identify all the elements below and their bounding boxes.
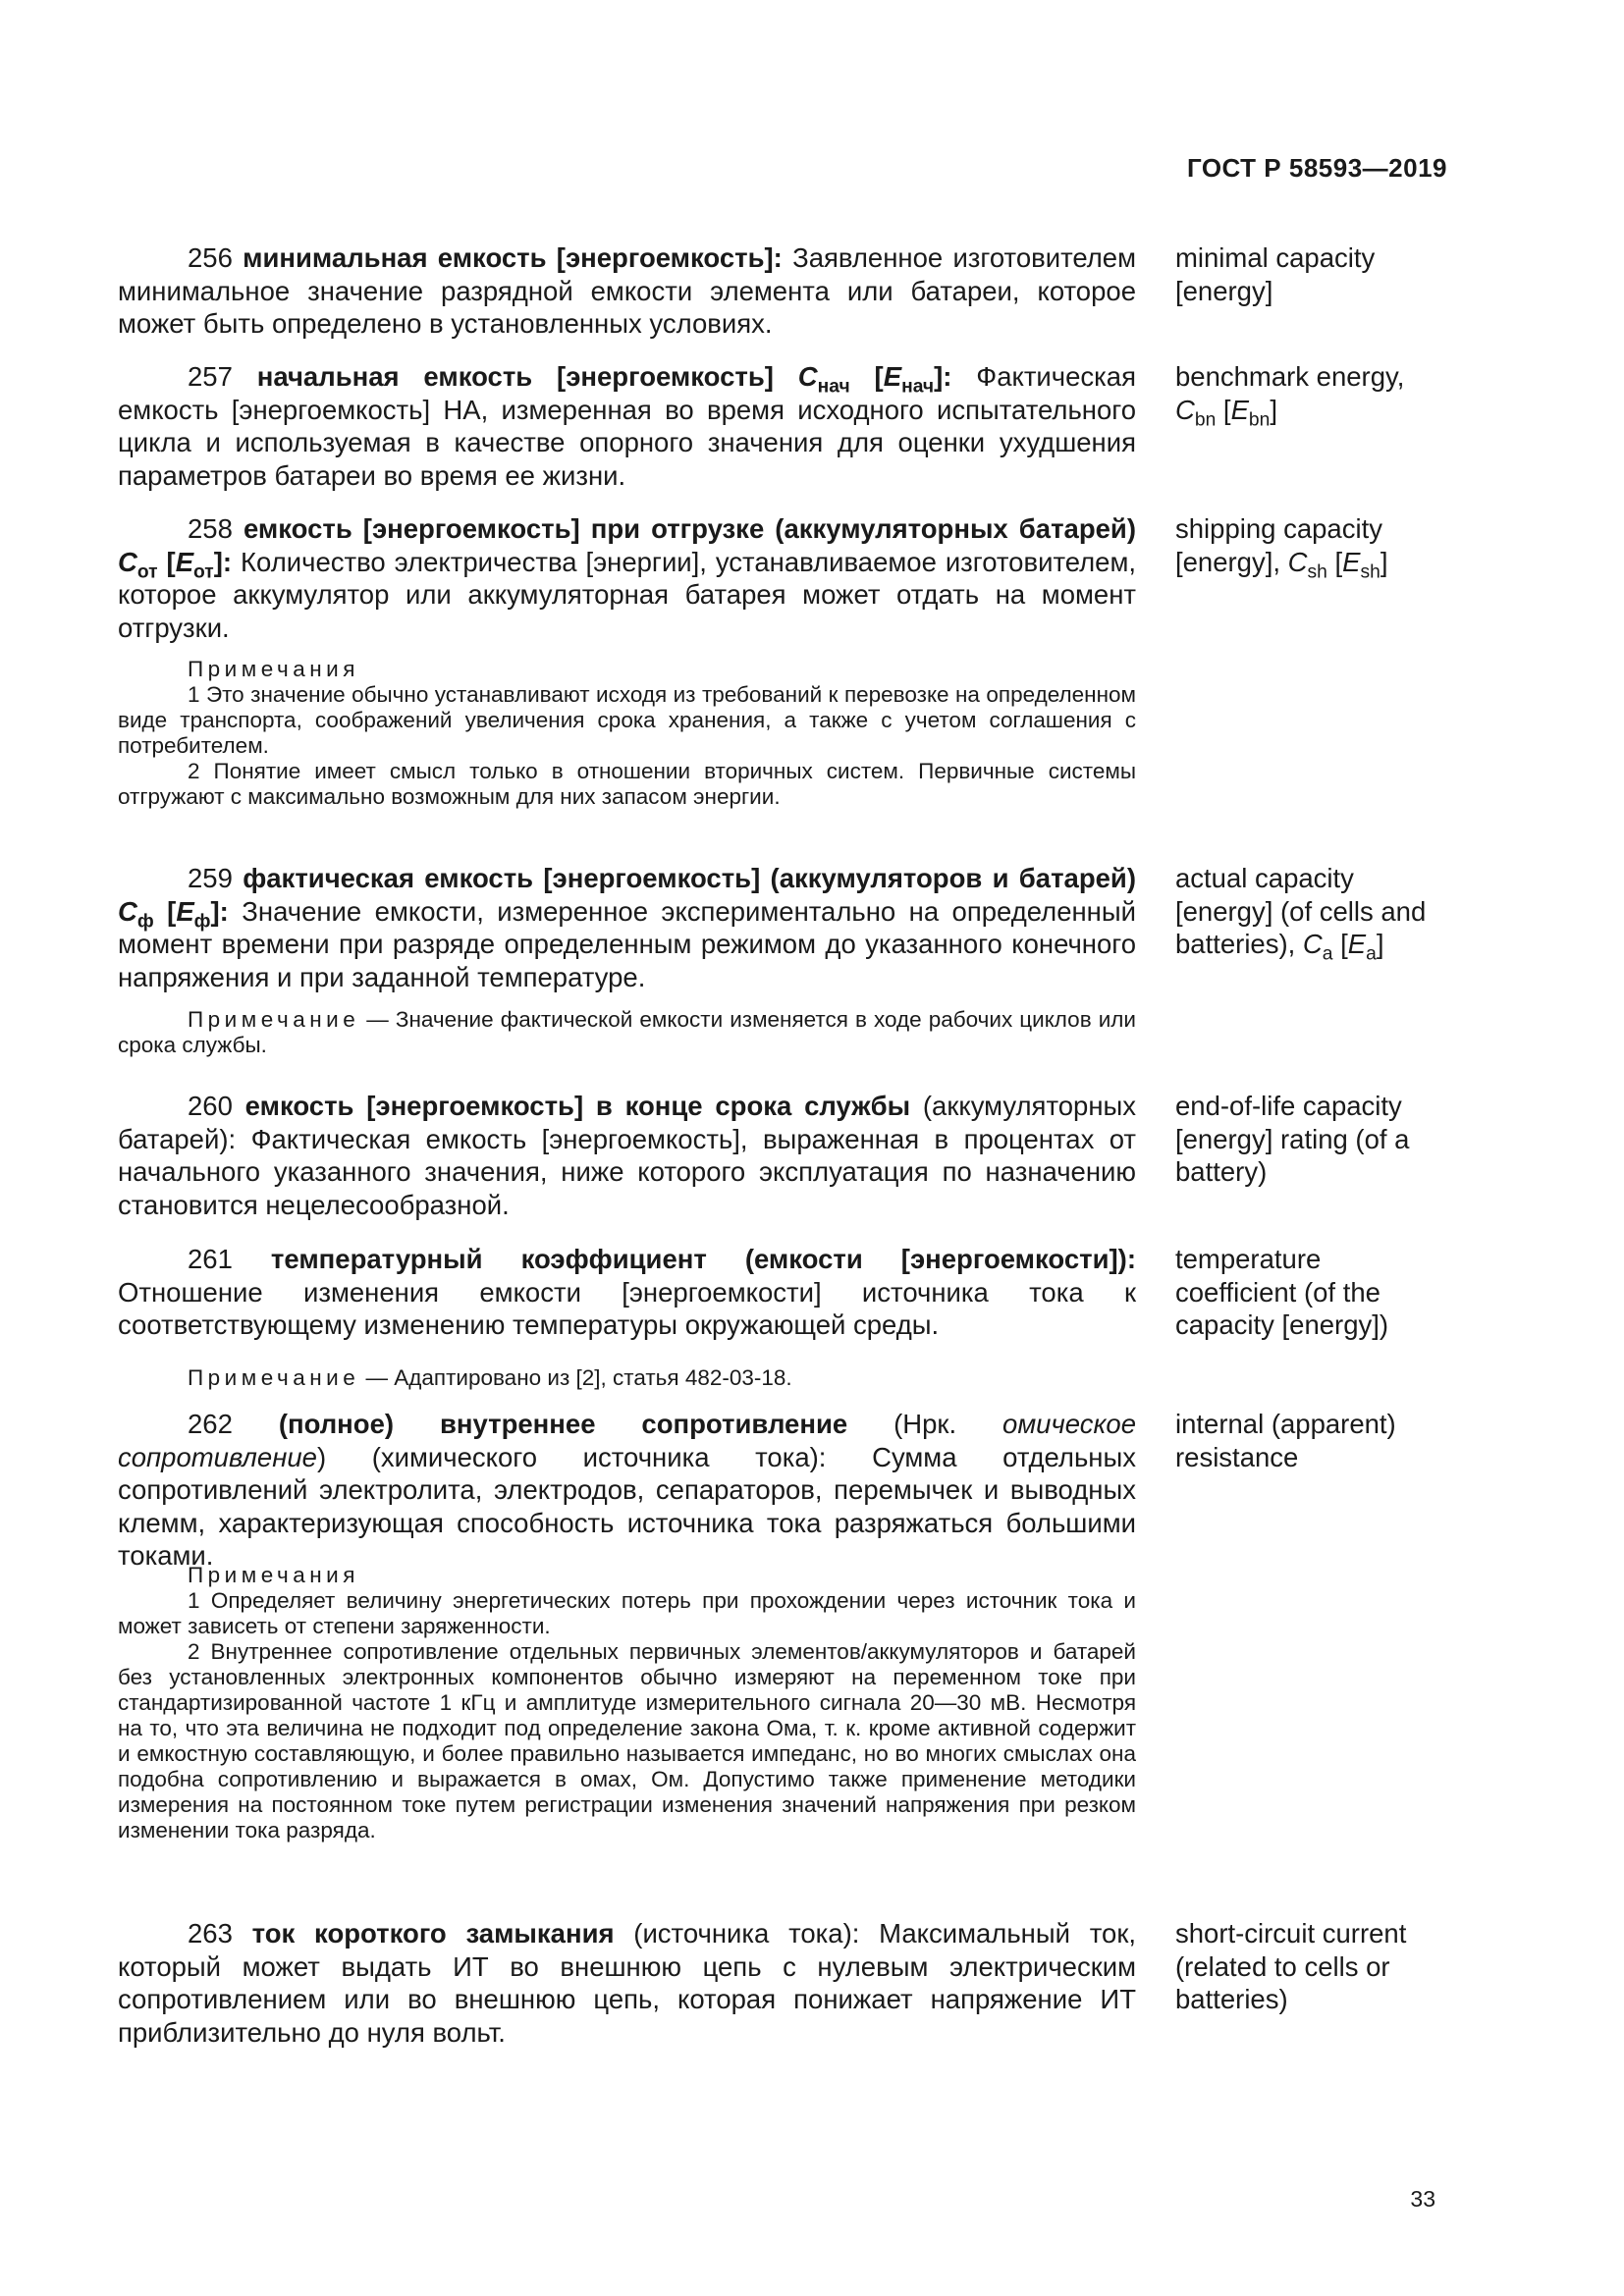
term-translation: shipping capacity [energy], $C_{sh}$ $[E_{sh}]$ [1175,513,1388,583]
term-number: 256 [188,242,233,273]
term-name: фактическая емкость [энергоемкость] (аккумуляторов и батарей) [243,863,1136,893]
term-translation: benchmark energy, $C_{bn}$ $[E_{bn}]$ [1175,361,1405,431]
term-definition: Заявленное изготовителем минимальное значение разрядной емкости элемента или батареи, которое может быть определено в установленных условиях. [118,242,1136,339]
note-text: — Адаптировано из [2], статья 482-03-18. [365,1365,792,1390]
deprecated-term: омическое сопротивление [118,1409,1137,1472]
term-name: емкость [энергоемкость] при отгрузке (аккумуляторных батарей) [243,513,1136,544]
term-symbol: C [797,361,818,392]
term-symbol-subscript: нач [817,376,850,398]
notes-block [118,1563,1136,1843]
term-name: ток короткого замыкания [251,1918,615,1949]
term-body [118,1917,1136,2049]
term-translation: actual capacity [energy] (of cells and batteries), $C_a$ $[E_a]$ [1175,863,1427,965]
term-definition: Фактическая емкость [энергоемкость], выраженная в процентах от начального указанного значения, ниже которого эксплуатация по назначению становится нецелесообразной. [118,1123,1137,1220]
note-item: 1 Определяет величину энергетических потерь при прохождении через источник тока и может зависеть от степени заряженности. [118,1588,1136,1638]
note-block [118,1007,1136,1058]
term-number: 261 [188,1244,233,1274]
page-number: 33 [1410,2186,1435,2212]
deprecated-prefix: (Нрк. [893,1409,957,1439]
term-symbol: C [118,895,137,927]
term-definition: Фактическая емкость [энергоемкость] НА, измеренная во время исходного испытательного цикла и используемая в качестве опорного значения для оценки ухудшения параметров батареи во время ее жизни. [118,361,1136,491]
note-item: 1 Это значение обычно устанавливают исходя из требований к перевозке на определенном виде транспорта, соображений увеличения срока хранения, а также с учетом соглашения с потребителем. [118,682,1136,758]
term-symbol-subscript: нач [901,376,935,398]
note-item: 2 Внутреннее сопротивление отдельных первичных элементов/аккумуляторов и батарей без установленных электронных компонентов обычно измеряют на переменном токе при стандартизированной частоте 1 кГц и амплитуде измерительного сигнала 20—30 мВ. Несмотря на то, что эта величина не подходит под определение закона Ома, т. к. кроме активной содержит и емкостную составляющую, и более правильно называется импеданс, но во многих смыслах она подобна сопротивлению и выражается в омах, Ом. Допустимо также применение методики измерения на постоянном токе путем регистрации изменения значений напряжения при резком изменении тока разряда. [118,1639,1136,1842]
term-qualifier: ) (химического источника тока): [316,1441,827,1472]
term-symbol: E [883,361,902,392]
term-qualifier: (аккумуляторных батарей): [118,1091,1137,1154]
note-label: Примечание [188,1007,360,1032]
term-name: емкость [энергоемкость] в конце срока службы [244,1091,911,1121]
note-block [118,1365,1136,1391]
notes-title: Примечания [188,657,359,681]
term-name: минимальная емкость [энергоемкость]: [243,242,783,273]
note-item: 2 Понятие имеет смысл только в отношении вторичных систем. Первичные системы отгружают с максимально возможным для них запасом энергии. [118,759,1136,809]
term-translation: temperature coefficient (of the capacity [energy]) [1175,1244,1389,1340]
notes-title: Примечания [188,1563,359,1587]
term-qualifier: (источника тока): [633,1918,860,1949]
term-body [118,241,1136,341]
term-body [118,1243,1136,1342]
term-number: 262 [188,1409,233,1439]
term-number: 258 [188,513,233,544]
term-translation: minimal capacity [energy] [1175,242,1376,306]
term-definition: Максимальный ток, который может выдать ИТ во внешнюю цепь с нулевым электрическим сопротивлением или во внешнюю цепь, которая понижает напряжение ИТ приблизительно до нуля вольт. [118,1918,1136,2048]
term-definition: Отношение изменения емкости [энергоемкости] источника тока к соответствующему изменению температуры окружающей среды. [118,1276,1136,1340]
term-translation: end-of-life capacity [energy] rating (of a battery) [1175,1091,1410,1187]
term-definition: Сумма отдельных сопротивлений электролита, электродов, сепараторов, перемычек и выводных клемм, характеризующая способность источника тока разряжаться большими токами. [118,1441,1137,1571]
note-label: Примечание [188,1365,360,1390]
term-number: 259 [188,863,233,893]
term-name: начальная емкость [энергоемкость] [256,361,774,392]
notes-block [118,657,1136,810]
term-number: 260 [188,1091,233,1121]
term-translation: short-circuit current (related to cells or batteries) [1175,1918,1407,2014]
term-body: 258 емкость [энергоемкость] при отгрузке (аккумуляторных батарей) $C_{от}$ $[E_{от}]$: Количество электричества [энергии], устанавливаемое изготовителем, которое аккумулятор или аккумуляторная батарея может отдать на момент отгрузки. [118,513,1137,643]
term-definition: Количество электричества [энергии], устанавливаемое изготовителем, которое аккумулятор или аккумуляторная батарея может отдать на момент отгрузки. [118,546,1137,643]
term-body [118,1090,1136,1221]
term-definition: Значение емкости, измеренное экспериментально на определенный момент времени при разряде определенным режимом до указанного конечного напряжения и при заданной температуре. [118,895,1136,992]
term-body: 257 начальная емкость [энергоемкость] $C_{нач}$ $[E_{нач}]$: Фактическая емкость [энергоемкость] НА, измеренная во время исходного испытательного цикла и используемая в качестве опорного значения для оценки ухудшения параметров батареи во время ее жизни. [118,361,1136,491]
term-name: (полное) внутреннее сопротивление [278,1409,848,1439]
term-name: температурный коэффициент (емкости [энергоемкости]): [270,1244,1136,1274]
note-text: — Значение фактической емкости изменяется в ходе рабочих циклов или срока службы. [118,1007,1136,1057]
term-symbol: C [118,546,137,577]
term-translation: internal (apparent) resistance [1175,1409,1396,1472]
document-header: ГОСТ Р 58593—2019 [1186,153,1447,183]
term-number: 263 [188,1918,233,1949]
term-body: 259 фактическая емкость [энергоемкость] (аккумуляторов и батарей) $C_ф$ $[E_ф]$: Значение емкости, измеренное экспериментально на определенный момент времени при разряде определенным режимом до указанного конечного напряжения и при заданной температуре. [118,863,1136,992]
term-body [118,1408,1136,1573]
term-number: 257 [188,361,233,392]
